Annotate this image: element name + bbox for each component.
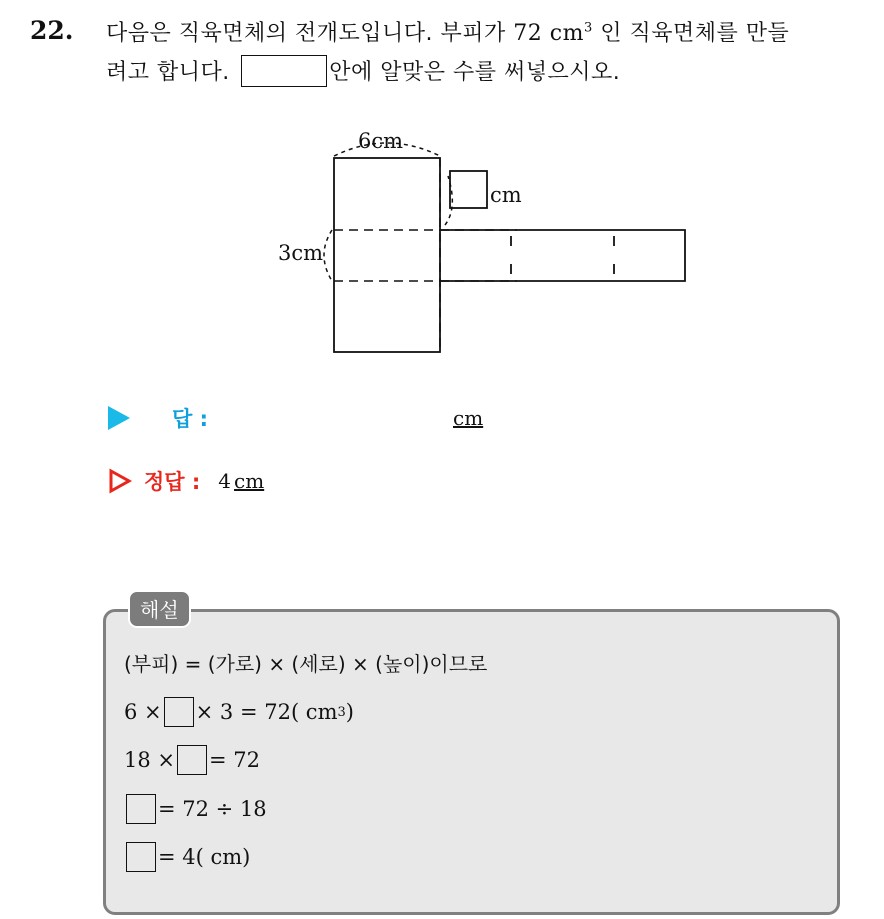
solution-line2-b: × 3 = 72( cm: [195, 700, 338, 724]
unknown-unit-label: cm: [490, 183, 522, 207]
cuboid-net-diagram: [270, 118, 700, 368]
blank-square: [126, 842, 156, 872]
inline-blank-box: [241, 55, 327, 87]
height-label: 3cm: [278, 241, 324, 265]
solution-line2-exp: 3: [337, 704, 346, 720]
question-number: 22.: [30, 16, 74, 45]
volume-value: 72: [513, 21, 543, 46]
solution-tab: 해설: [128, 590, 191, 628]
question-text-part1: 다음은 직육면체의 전개도입니다. 부피가: [106, 21, 514, 46]
unknown-length-box: [450, 171, 487, 208]
question-text-part4: 안에 알맞은 수를 써넣으시오.: [329, 60, 621, 85]
volume-unit: $cm^3$: [549, 20, 593, 46]
blank-square: [177, 745, 207, 775]
solution-line-5: [124, 842, 250, 872]
solution-line3-b: = 72: [209, 748, 260, 772]
solution-line2-c: ): [345, 700, 354, 724]
question-text-part2: 인 직육면체를 만들: [592, 21, 790, 46]
answer-row: [108, 403, 208, 433]
net-right-strip: [440, 230, 685, 281]
correct-unit: cm: [234, 469, 265, 493]
question-text-line1: [106, 16, 789, 47]
solution-line-1: [124, 648, 487, 677]
question-text-line2: [106, 55, 620, 87]
width-label: 6cm: [358, 129, 404, 153]
solution-line5-b: = 4( cm): [158, 845, 251, 869]
solution-line3-a: 18 ×: [124, 748, 175, 772]
answer-label: 답 :: [172, 407, 208, 431]
solution-formula: (부피) = (가로) × (세로) × (높이): [124, 652, 430, 676]
correct-answer-row: [108, 466, 264, 496]
question-text-part3: 려고 합니다.: [106, 60, 238, 85]
answer-unit: cm: [453, 406, 484, 430]
play-outline-icon: [108, 468, 132, 494]
blank-square: [126, 794, 156, 824]
correct-label: 정답 :: [144, 470, 201, 494]
play-icon: [108, 406, 130, 430]
blank-square: [164, 697, 194, 727]
correct-value: 4 cm: [218, 469, 265, 493]
solution-line-3: [124, 745, 260, 775]
solution-line2-a: 6 ×: [124, 700, 162, 724]
net-left-column: [334, 158, 440, 352]
solution-line-4: [124, 794, 267, 824]
solution-line-2: [124, 697, 354, 727]
solution-formula-suffix: 이므로: [429, 652, 488, 676]
solution-line4-b: = 72 ÷ 18: [158, 797, 267, 821]
